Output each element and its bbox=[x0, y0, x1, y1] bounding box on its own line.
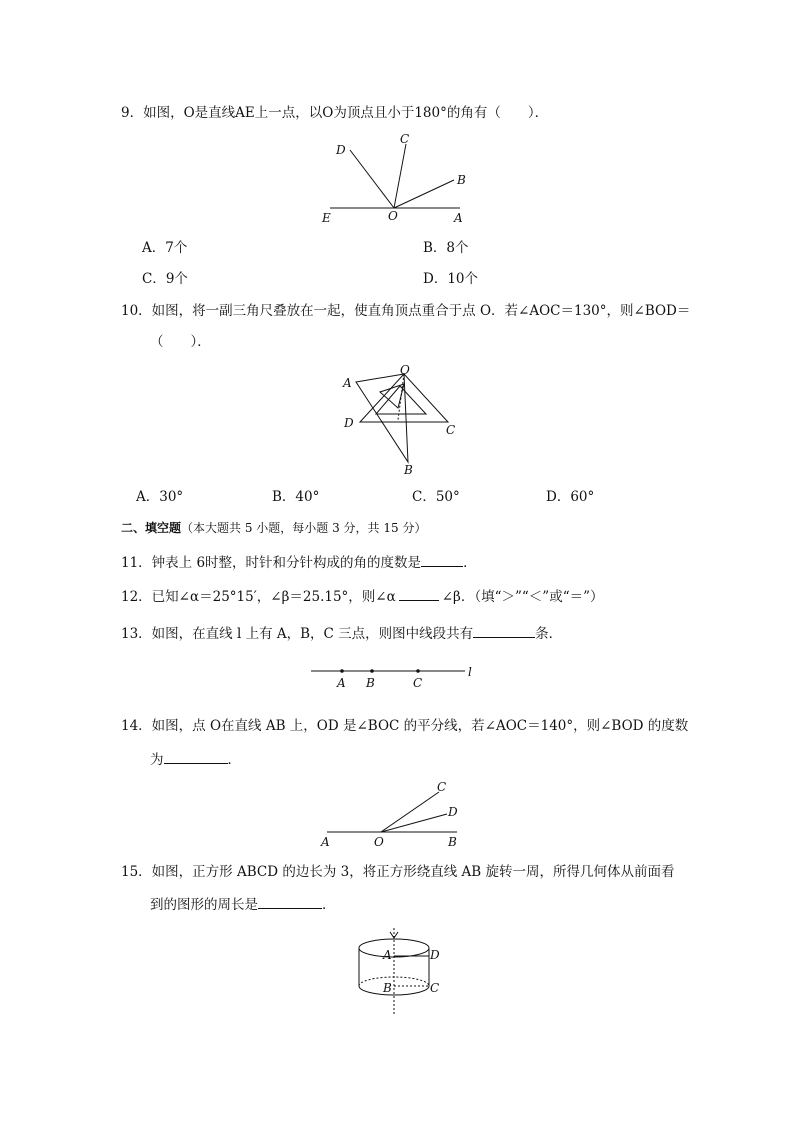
q13-point-b bbox=[370, 669, 374, 673]
q9-ray-od bbox=[350, 150, 394, 208]
q13-line bbox=[121, 623, 562, 643]
q9-label-a: A bbox=[454, 211, 463, 225]
q14-stem-line2: 为 bbox=[150, 752, 164, 768]
q9-label-c: C bbox=[400, 132, 410, 146]
q12-line bbox=[121, 586, 604, 606]
q10-option-b: B．40° bbox=[272, 489, 320, 505]
q9-option-c: C．9个 bbox=[142, 271, 188, 287]
q13-point-a bbox=[340, 669, 344, 673]
q10-label-a: A bbox=[343, 376, 352, 390]
q15-answer-blank[interactable] bbox=[258, 894, 322, 909]
q10-option-a: A．30° bbox=[136, 489, 184, 505]
q11-text: 11．钟表上 6时整，时针和分针构成的角的度数是 bbox=[121, 555, 422, 571]
q10-label-o: O bbox=[400, 363, 410, 377]
q14-ray-oc bbox=[381, 792, 439, 832]
q9-figure bbox=[310, 128, 480, 228]
q10-option-c: C．50° bbox=[412, 489, 460, 505]
q14-figure bbox=[315, 776, 465, 850]
q9-ray-oc bbox=[394, 144, 406, 208]
q9-label-b: B bbox=[457, 173, 466, 187]
q13-answer-blank[interactable] bbox=[473, 623, 535, 638]
q14-line2 bbox=[150, 749, 241, 769]
q10-stem-line1: 10．如图，将一副三角尺叠放在一起，使直角顶点重合于点 O．若∠AOC＝130°，则∠BOD＝ bbox=[121, 303, 691, 319]
q14-label-c: C bbox=[437, 780, 447, 794]
q9-option-d: D．10个 bbox=[423, 271, 479, 287]
q14-label-d: D bbox=[448, 805, 458, 819]
section2-note: （本大题共 5 小题，每小题 3 分，共 15 分） bbox=[181, 521, 427, 535]
q15-label-c: C bbox=[430, 981, 440, 995]
q9-option-a: A．7个 bbox=[142, 240, 188, 256]
q10-label-c: C bbox=[446, 423, 456, 437]
q14-end: ． bbox=[227, 752, 241, 768]
q13-label-b: B bbox=[366, 676, 375, 690]
q13-figure bbox=[305, 660, 485, 694]
q12-answer-blank[interactable] bbox=[399, 586, 439, 601]
q15-end: ． bbox=[322, 897, 336, 913]
q15-line2 bbox=[150, 894, 336, 914]
q13-label-l: l bbox=[468, 665, 472, 679]
q15-stem-line1: 15．如图，正方形 ABCD 的边长为 3，将正方形绕直线 AB 旋转一周，所得几何体从前面看 bbox=[121, 864, 675, 880]
q11-answer-blank[interactable] bbox=[421, 552, 463, 567]
q14-label-b: B bbox=[448, 835, 457, 849]
q10-stem-line2: （ ）． bbox=[150, 334, 211, 350]
q9-label-e: E bbox=[322, 211, 331, 225]
q9-option-b: B．8个 bbox=[423, 240, 469, 256]
q12-text: 12．已知∠α＝25°15′，∠β＝25.15°，则∠α bbox=[121, 589, 396, 605]
q14-label-o: O bbox=[374, 835, 384, 849]
q11-line bbox=[121, 552, 477, 572]
q9-ray-ob bbox=[394, 180, 454, 208]
q13-label-c: C bbox=[413, 676, 423, 690]
q15-stem-line2: 到的图形的周长是 bbox=[150, 897, 258, 913]
q15-figure bbox=[350, 928, 445, 1018]
q15-label-b: B bbox=[383, 981, 392, 995]
q10-label-d: D bbox=[344, 416, 354, 430]
section2-title: 二、填空题 bbox=[121, 521, 182, 535]
q14-label-a: A bbox=[321, 835, 330, 849]
q9-label-o: O bbox=[388, 209, 398, 223]
q9-stem: 9．如图，O是直线AE上一点，以O为顶点且小于180°的角有（ ）． bbox=[121, 105, 549, 121]
q14-answer-blank[interactable] bbox=[164, 749, 228, 764]
q13-point-c bbox=[416, 669, 420, 673]
section2-header bbox=[121, 520, 426, 536]
q10-option-d: D．60° bbox=[546, 489, 595, 505]
q15-label-d: D bbox=[430, 948, 440, 962]
q11-end: ． bbox=[463, 555, 477, 571]
q13-text: 13．如图，在直线 l 上有 A，B，C 三点，则图中线段共有 bbox=[121, 626, 474, 642]
q14-stem-line1: 14．如图，点 O在直线 AB 上，OD 是∠BOC 的平分线，若∠AOC＝140°，则∠BOD 的度数 bbox=[121, 718, 689, 734]
q14-ray-od bbox=[381, 814, 447, 832]
q15-label-a: A bbox=[383, 948, 392, 962]
q10-label-b: B bbox=[404, 463, 413, 477]
q13-label-a: A bbox=[337, 676, 346, 690]
q12-mid: ∠β．（填“＞”“＜”或“＝”） bbox=[441, 589, 604, 605]
q9-label-d: D bbox=[336, 143, 346, 157]
q13-end: 条． bbox=[535, 626, 563, 642]
q10-figure bbox=[340, 362, 460, 477]
